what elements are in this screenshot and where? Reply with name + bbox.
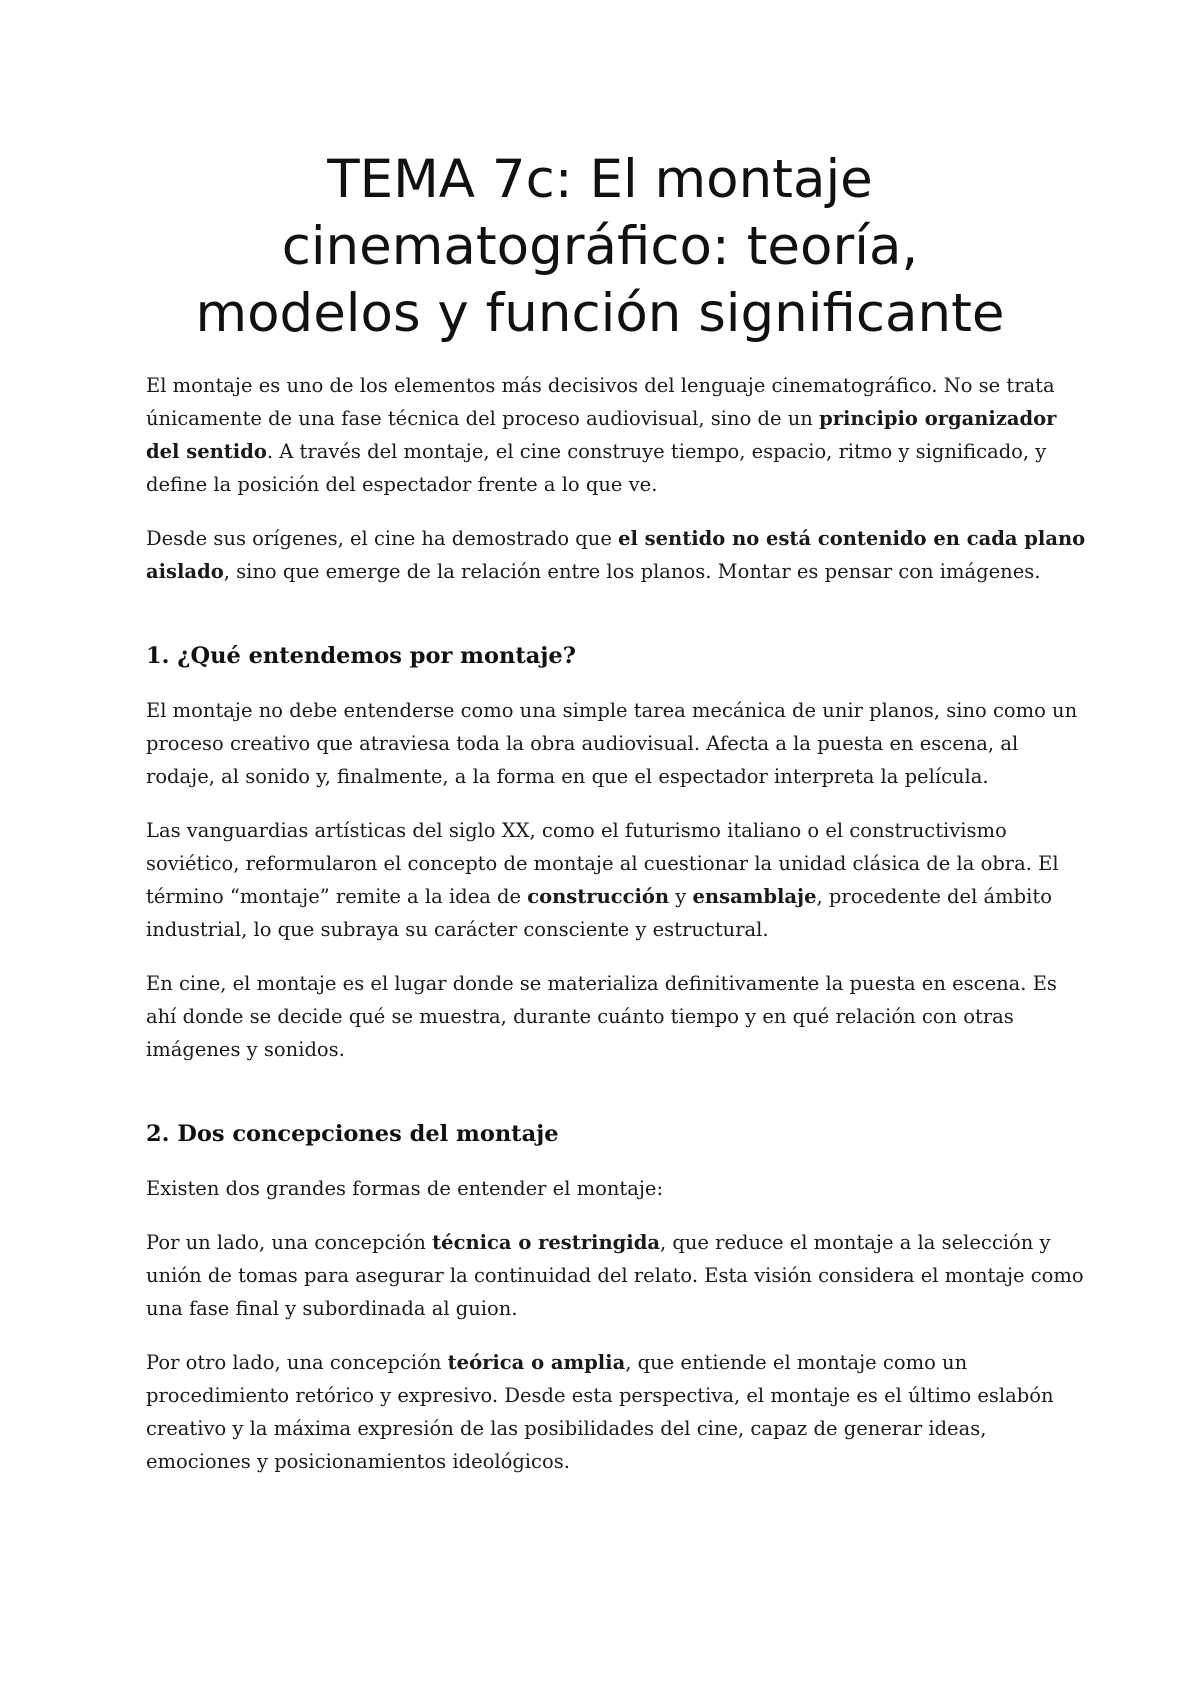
text-line: Las vanguardias artísticas del siglo XX, como el futurismo italiano o el constructivismo (146, 819, 1007, 842)
bold-text: el sentido no está contenido en cada plano (618, 527, 1086, 550)
text-line: proceso creativo que atraviesa toda la obra audiovisual. Afecta a la puesta en escena, al (146, 732, 1019, 755)
section-paragraph (146, 1346, 1076, 1478)
text-line: Existen dos grandes formas de entender el montaje: (146, 1177, 664, 1200)
title-line: cinematográfico: teoría, (281, 216, 919, 277)
bold-text: aislado (146, 560, 224, 583)
text-run: Por otro lado, una concepción (146, 1351, 448, 1374)
text-line: El montaje no debe entenderse como una simple tarea mecánica de unir planos, sino como un (146, 699, 1078, 722)
bold-text: del sentido (146, 440, 267, 463)
text-line (146, 880, 1076, 913)
text-line: unión de tomas para asegurar la continuidad del relato. Esta visión considera el montaje como (146, 1264, 1084, 1287)
section-paragraph (146, 967, 1076, 1066)
section-paragraph (146, 814, 1076, 946)
text-line (146, 555, 1076, 588)
text-run: únicamente de una fase técnica del proceso audiovisual, sino de un (146, 407, 820, 430)
bold-text: construcción (527, 885, 670, 908)
text-line: En cine, el montaje es el lugar donde se materializa definitivamente la puesta en escena. Es (146, 972, 1057, 995)
text-line: define la posición del espectador frente a lo que ve. (146, 473, 658, 496)
bold-text: ensamblaje (692, 885, 817, 908)
text-line (146, 522, 1086, 555)
text-line (146, 1226, 1076, 1259)
text-run: Desde sus orígenes, el cine ha demostrado que (146, 527, 619, 550)
text-line (146, 1346, 1076, 1379)
section-paragraph (146, 694, 1076, 793)
text-line: soviético, reformularon el concepto de montaje al cuestionar la unidad clásica de la obra. El (146, 852, 1059, 875)
text-line: industrial, lo que subraya su carácter consciente y estructural. (146, 918, 769, 941)
section-heading: 1. ¿Qué entendemos por montaje? (146, 643, 576, 669)
text-run: , procedente del ámbito (816, 885, 1052, 908)
title-line: modelos y función significante (195, 283, 1005, 344)
text-line (146, 402, 1076, 435)
bold-text: técnica o restringida (432, 1231, 660, 1254)
bold-text: teórica o amplia (447, 1351, 626, 1374)
text-run: y (669, 885, 693, 908)
section-paragraph (146, 1226, 1084, 1325)
bold-text: principio organizador (819, 407, 1057, 430)
text-run: término “montaje” remite a la idea de (146, 885, 528, 908)
text-line: imágenes y sonidos. (146, 1038, 345, 1061)
section-heading: 2. Dos concepciones del montaje (146, 1121, 559, 1147)
intro-paragraph (146, 369, 1076, 501)
text-run: , sino que emerge de la relación entre los planos. Montar es pensar con imágenes. (223, 560, 1041, 583)
text-run: , que entiende el montaje como un (625, 1351, 968, 1374)
text-run: , que reduce el montaje a la selección y (659, 1231, 1051, 1254)
title-line: TEMA 7c: El montaje (327, 149, 873, 210)
text-line: El montaje es uno de los elementos más decisivos del lenguaje cinematográfico. No se trata (146, 374, 1055, 397)
text-line (146, 435, 1076, 468)
document-title (120, 146, 1080, 347)
intro-paragraph (146, 522, 1086, 588)
text-run: . A través del montaje, el cine construye tiempo, espacio, ritmo y significado, y (266, 440, 1047, 463)
section-paragraph (146, 1172, 1076, 1205)
text-line: procedimiento retórico y expresivo. Desde esta perspectiva, el montaje es el último eslabón (146, 1384, 1054, 1407)
text-line: rodaje, al sonido y, finalmente, a la forma en que el espectador interpreta la película. (146, 765, 989, 788)
text-line: creativo y la máxima expresión de las posibilidades del cine, capaz de generar ideas, (146, 1417, 987, 1440)
text-line: ahí donde se decide qué se muestra, durante cuánto tiempo y en qué relación con otras (146, 1005, 1014, 1028)
text-run: Por un lado, una concepción (146, 1231, 433, 1254)
text-line: emociones y posicionamientos ideológicos. (146, 1450, 570, 1473)
document-body (146, 369, 1086, 1478)
text-line: una fase final y subordinada al guion. (146, 1297, 518, 1320)
